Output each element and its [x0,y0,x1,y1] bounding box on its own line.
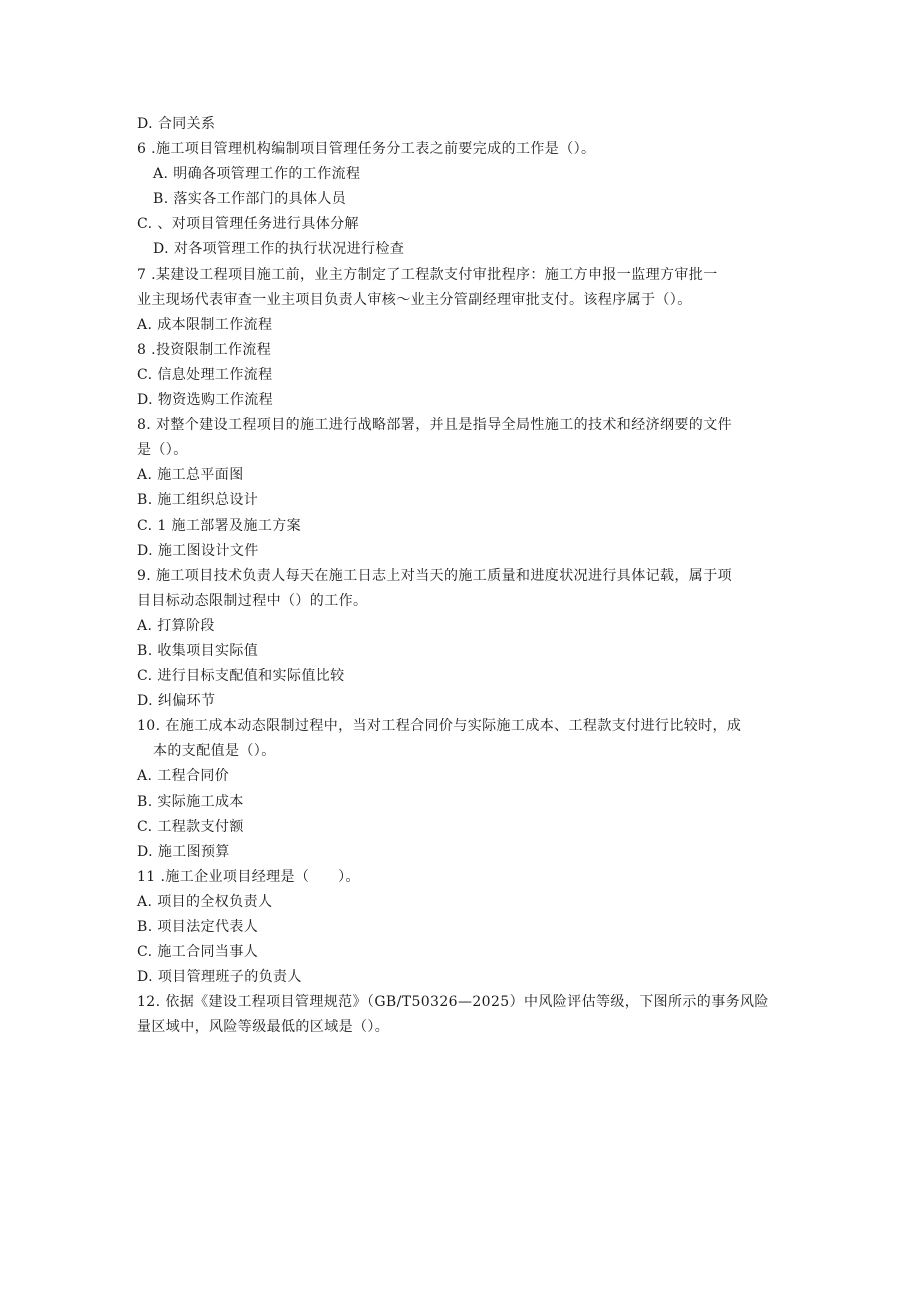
question-8: 8. 对整个建设工程项目的施工进行战略部署，并且是指导全局性施工的技术和经济纲要的文件 [137,417,733,434]
question-10: 10. 在施工成本动态限制过程中，当对工程合同价与实际施工成本、工程款支付进行比较时，成 [137,718,742,735]
question-12: 12. 依据《建设工程项目管理规范》（GB/T50326—2025）中风险评估等级，下图所示的事务风险 [137,994,769,1011]
question-6: 6 .施工项目管理机构编制项目管理任务分工表之前要完成的工作是（）。 [137,141,596,158]
option-a: A. 打算阶段 [137,617,215,634]
option-c: C. 、对项目管理任务进行具体分解 [137,216,359,233]
option-d: D. 纠偏环节 [137,693,216,710]
question-7: 7 .某建设工程项目施工前，业主方制定了工程款支付审批程序：施工方申报一监理方审批一 [137,266,718,283]
option-a: A. 明确各项管理工作的工作流程 [153,166,361,183]
text-line: D. 合同关系 [137,116,216,132]
question-10-cont: 本的支配值是（）。 [153,743,276,760]
option-b: B. 实际施工成本 [137,793,244,810]
option-a: A. 施工总平面图 [137,467,244,484]
option-c: C. 工程款支付额 [137,818,244,835]
option-c: C. 进行目标支配值和实际值比较 [137,668,345,685]
option-b: B. 施工组织总设计 [137,492,259,509]
option-a: A. 成本限制工作流程 [137,316,273,333]
option-b: B. 落实各工作部门的具体人员 [153,191,347,208]
option-a: A. 项目的全权负责人 [137,893,273,910]
option-a: A. 工程合同价 [137,768,230,785]
question-7-cont: 业主现场代表审查一业主项目负责人审核～业主分管副经理审批支付。该程序属于（）。 [137,291,692,308]
option-d: D. 对各项管理工作的执行状况进行检查 [153,241,405,258]
question-9-cont: 目目标动态限制过程中（）的工作。 [137,592,368,609]
question-8-cont: 是（）。 [137,442,188,459]
option-c: C. 施工合同当事人 [137,944,259,961]
option-c: C. 1 施工部署及施工方案 [137,517,302,534]
option-c: C. 信息处理工作流程 [137,366,273,383]
option-d: D. 物资选购工作流程 [137,392,274,409]
text-body [137,112,787,1040]
option-b: 8 .投资限制工作流程 [137,341,272,358]
option-d: D. 项目管理班子的负责人 [137,969,302,986]
question-12-cont: 量区域中，风险等级最低的区域是（）。 [137,1019,390,1036]
option-d: D. 施工图预算 [137,843,230,860]
option-b: B. 项目法定代表人 [137,919,259,935]
option-b: B. 收集项目实际值 [137,642,259,659]
question-11: 11 .施工企业项目经理是（ ）。 [137,868,360,885]
option-d: D. 施工图设计文件 [137,542,259,559]
question-9: 9. 施工项目技术负责人每天在施工日志上对当天的施工质量和进度状况进行具体记载，属于项 [137,567,733,584]
